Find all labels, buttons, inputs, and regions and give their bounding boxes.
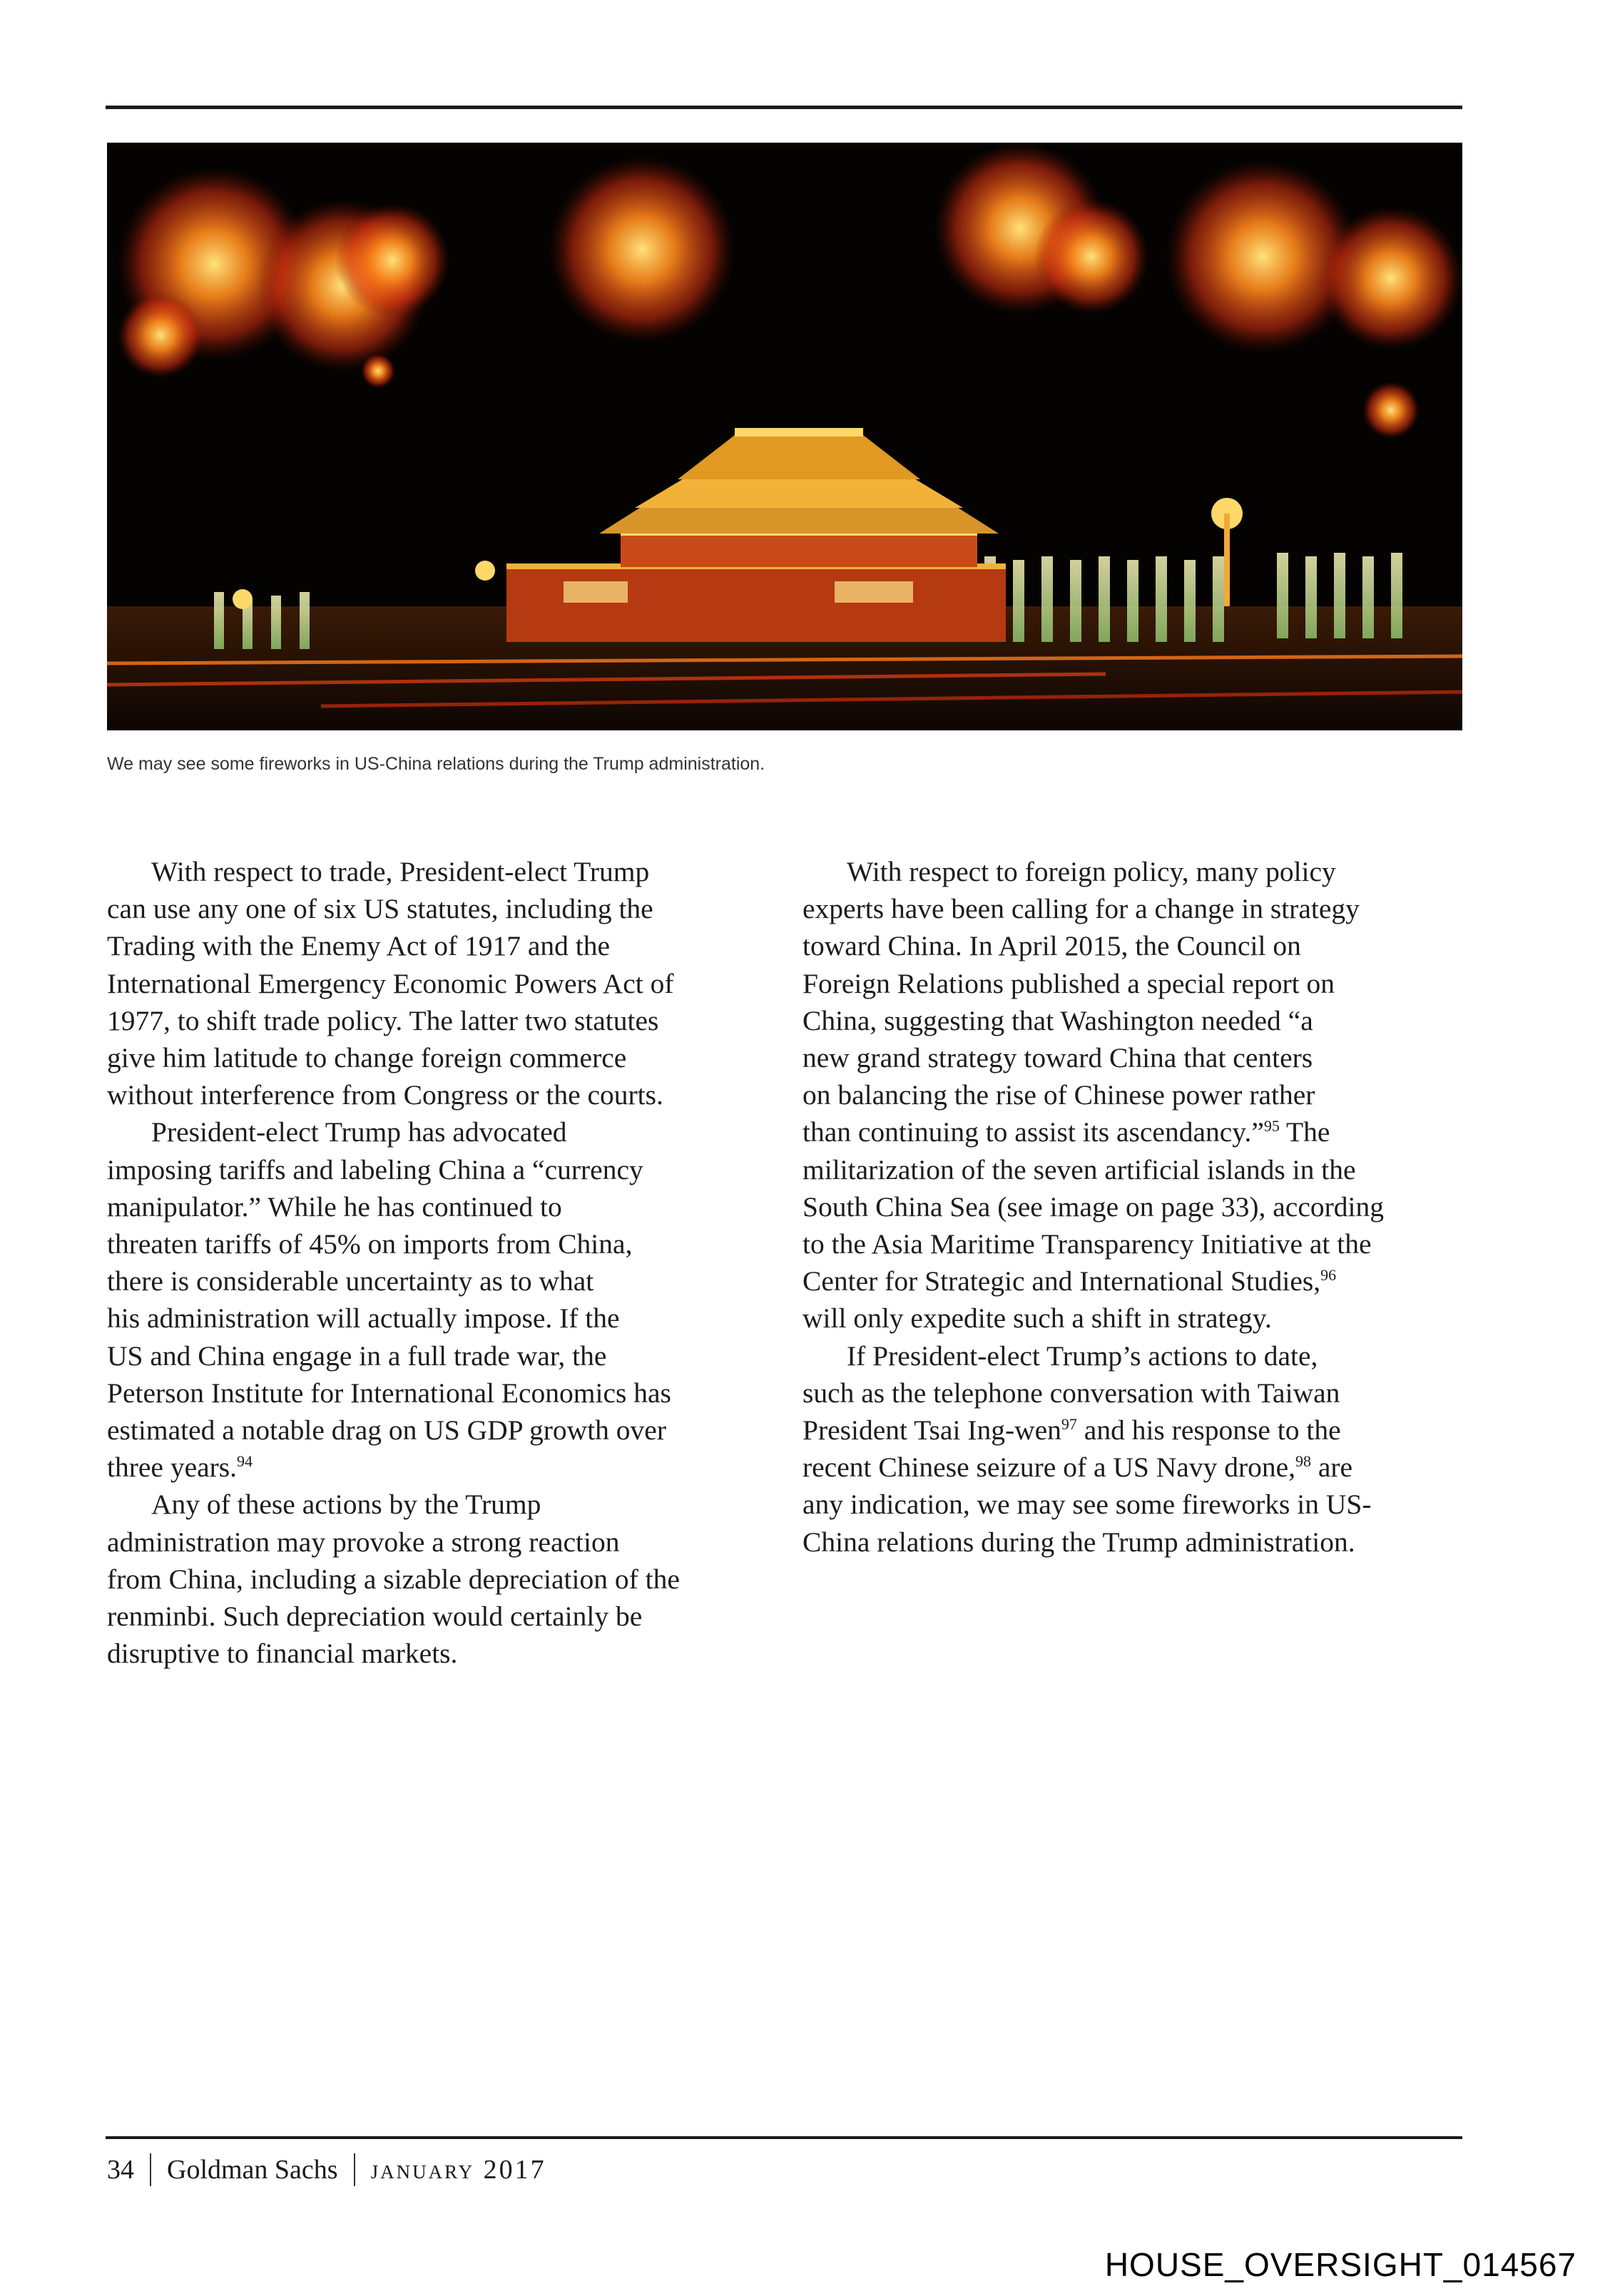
- text-line: disruptive to financial markets.: [107, 1638, 458, 1670]
- text-line: threaten tariffs of 45% on imports from China,: [107, 1228, 633, 1260]
- text-line: experts have been calling for a change in strategy: [802, 893, 1360, 925]
- text-line: Peterson Institute for International Economics has: [107, 1377, 671, 1409]
- text-line: US and China engage in a full trade war, the: [107, 1340, 607, 1372]
- text-line: If President-elect Trump’s actions to date,: [847, 1340, 1318, 1372]
- left-paragraph-3: [107, 1486, 753, 1672]
- text-line: without interference from Congress or the courts.: [107, 1079, 663, 1111]
- text-line: toward China. In April 2015, the Council on: [802, 930, 1301, 962]
- text-fragment: recent Chinese seizure of a US Navy drone,: [802, 1451, 1295, 1484]
- text-line: manipulator.” While he has continued to: [107, 1190, 562, 1223]
- text-line: militarization of the seven artificial islands in the: [802, 1153, 1356, 1185]
- page-number: 34: [107, 2155, 134, 2185]
- footnote-ref-98[interactable]: 98: [1295, 1452, 1311, 1471]
- text-line: there is considerable uncertainty as to what: [107, 1265, 594, 1297]
- text-line: renminbi. Such depreciation would certainly be: [107, 1601, 643, 1633]
- text-line: International Emergency Economic Powers Act of: [107, 967, 674, 999]
- text-line: [802, 1449, 1459, 1486]
- right-paragraph-2: [802, 1337, 1459, 1561]
- text-line: to the Asia Maritime Transparency Initiative at the: [802, 1228, 1372, 1260]
- text-line: Trading with the Enemy Act of 1917 and the: [107, 930, 611, 962]
- footer-brand: Goldman Sachs: [167, 2155, 338, 2185]
- fireworks-photo: [107, 143, 1462, 730]
- text-fragment: than continuing to assist its ascendancy.”: [802, 1116, 1264, 1148]
- right-paragraph-1: [802, 853, 1459, 1337]
- text-fragment: President Tsai Ing-wen: [802, 1414, 1061, 1447]
- top-rule: [106, 106, 1462, 109]
- text-line: South China Sea (see image on page 33), according: [802, 1190, 1384, 1223]
- page-footer: [107, 2148, 546, 2191]
- text-line: With respect to trade, President-elect Trump: [151, 856, 650, 887]
- left-paragraph-1: [107, 853, 753, 1113]
- text-line: new grand strategy toward China that centers: [802, 1042, 1313, 1074]
- text-line: With respect to foreign policy, many policy: [847, 856, 1336, 887]
- text-line: Foreign Relations published a special report on: [802, 967, 1335, 999]
- fireworks-illustration: [107, 143, 1462, 730]
- text-line: [802, 1262, 1459, 1300]
- bates-number: HOUSE_OVERSIGHT_014567: [1104, 2246, 1576, 2283]
- text-fragment: and his response to the: [1076, 1414, 1341, 1447]
- text-line: his administration will actually impose. If the: [107, 1302, 620, 1335]
- text-line: 1977, to shift trade policy. The latter two statutes: [107, 1004, 659, 1036]
- text-line: President-elect Trump has advocated: [151, 1116, 567, 1148]
- footnote-ref-94[interactable]: 94: [237, 1452, 253, 1471]
- text-line: from China, including a sizable depreciation of the: [107, 1563, 680, 1595]
- text-fragment: Center for Strategic and International Studies,: [802, 1265, 1321, 1297]
- text-line: China, suggesting that Washington needed “a: [802, 1004, 1313, 1036]
- text-line: estimated a notable drag on US GDP growth over: [107, 1414, 666, 1447]
- text-line: will only expedite such a shift in strategy.: [802, 1302, 1272, 1335]
- text-fragment: three years.: [107, 1451, 238, 1484]
- footer-date: january 2017: [370, 2155, 546, 2185]
- left-paragraph-2: [107, 1113, 753, 1486]
- text-line: on balancing the rise of Chinese power rather: [802, 1079, 1315, 1111]
- text-line: Any of these actions by the Trump: [151, 1489, 541, 1521]
- footnote-ref-96[interactable]: 96: [1320, 1266, 1337, 1285]
- text-line: can use any one of six US statutes, including the: [107, 893, 653, 925]
- text-fragment: The: [1279, 1116, 1330, 1148]
- text-line: [107, 1449, 753, 1486]
- left-column: [107, 853, 753, 1672]
- text-line: any indication, we may see some fireworks in US-: [802, 1489, 1372, 1521]
- text-line: such as the telephone conversation with Taiwan: [802, 1377, 1340, 1409]
- text-line: administration may provoke a strong reaction: [107, 1526, 620, 1558]
- footnote-ref-95[interactable]: 95: [1263, 1117, 1280, 1136]
- photo-caption: We may see some fireworks in US-China relations during the Trump administration.: [107, 754, 765, 774]
- text-line: imposing tariffs and labeling China a “currency: [107, 1153, 643, 1185]
- text-line: [802, 1113, 1459, 1150]
- text-fragment: are: [1311, 1451, 1353, 1484]
- text-line: China relations during the Trump administration.: [802, 1526, 1355, 1558]
- text-line: give him latitude to change foreign commerce: [107, 1042, 627, 1074]
- bottom-rule: [106, 2136, 1462, 2139]
- right-column: [802, 853, 1459, 1561]
- text-line: [802, 1412, 1459, 1449]
- footnote-ref-97[interactable]: 97: [1061, 1415, 1077, 1434]
